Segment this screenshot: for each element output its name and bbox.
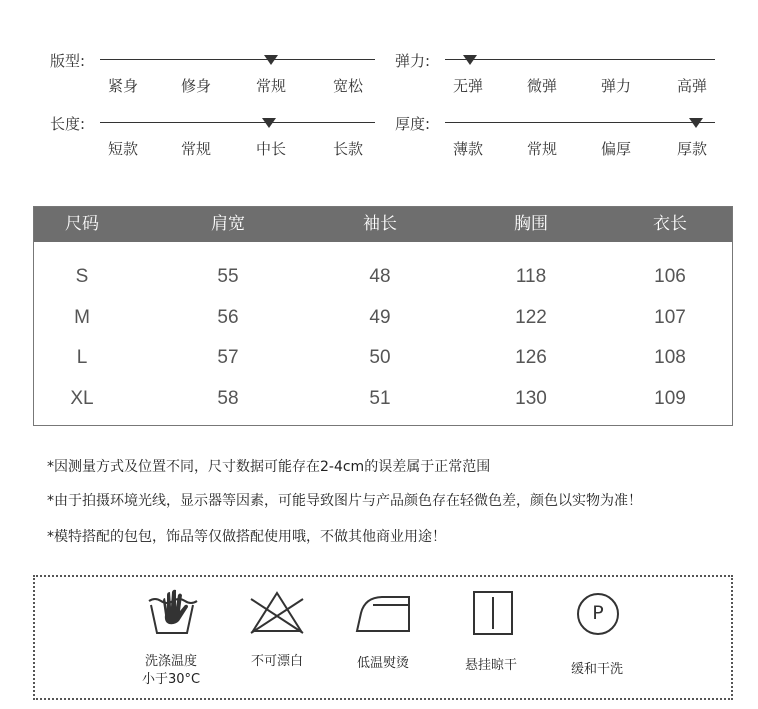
elasticity-option: 高弹: [676, 77, 708, 95]
cell-chest: 122: [515, 307, 547, 328]
length-marker: [262, 118, 276, 128]
thickness-scale-line: [445, 122, 715, 123]
fit-marker: [264, 55, 278, 65]
care-label-wash-line2: 小于30°C: [141, 672, 201, 687]
care-instructions-box: [33, 575, 733, 700]
hang-dry-icon: [471, 589, 515, 637]
no-bleach-icon: [249, 589, 305, 635]
header-shoulder: 肩宽: [211, 214, 245, 234]
care-label-dry: 悬挂晾干: [464, 658, 518, 673]
cell-length: 108: [654, 347, 686, 368]
thickness-option: 常规: [526, 140, 558, 158]
thickness-option: 厚款: [676, 140, 708, 158]
cell-sleeve: 48: [369, 266, 391, 287]
care-label-wash-line1: 洗涤温度: [144, 654, 197, 669]
elasticity-scale: [395, 50, 725, 100]
care-label-iron: 低温熨烫: [356, 656, 410, 671]
elasticity-scale-line: [445, 59, 715, 60]
note-measurement: *因测量方式及位置不同，尺寸数据可能存在2-4cm的误差属于正常范围: [47, 459, 491, 475]
cell-shoulder: 57: [217, 347, 239, 368]
care-label-dry-clean: 缓和干洗: [570, 662, 624, 677]
cell-shoulder: 56: [217, 307, 239, 328]
fit-scale-line: [100, 59, 375, 60]
care-label-bleach: 不可漂白: [250, 654, 304, 669]
cell-chest: 130: [515, 388, 547, 409]
length-scale: [50, 113, 380, 163]
elasticity-option: 弹力: [600, 77, 632, 95]
cell-chest: 126: [515, 347, 547, 368]
fit-option: 紧身: [107, 77, 139, 95]
thickness-option: 偏厚: [600, 140, 632, 158]
fit-label: 版型:: [50, 52, 86, 70]
cell-shoulder: 58: [217, 388, 239, 409]
size-table-header: [34, 207, 732, 242]
fit-option: 修身: [180, 77, 212, 95]
note-accessories: *模特搭配的包包，饰品等仅做搭配使用哦，不做其他商业用途！: [47, 529, 446, 545]
fit-option: 宽松: [332, 77, 364, 95]
fit-option: 常规: [255, 77, 287, 95]
cell-size: L: [76, 347, 88, 368]
length-option: 长款: [332, 140, 364, 158]
cell-shoulder: 55: [217, 266, 239, 287]
cell-sleeve: 49: [369, 307, 391, 328]
cell-size: S: [75, 266, 89, 287]
header-chest: 胸围: [514, 214, 548, 234]
fit-scale: [50, 50, 380, 100]
cell-sleeve: 51: [369, 388, 391, 409]
elasticity-marker: [463, 55, 477, 65]
thickness-label: 厚度:: [395, 115, 431, 133]
cell-size: M: [74, 307, 90, 328]
elasticity-label: 弹力:: [395, 52, 431, 70]
cell-sleeve: 50: [369, 347, 391, 368]
low-iron-icon: [353, 591, 413, 635]
elasticity-option: 无弹: [452, 77, 484, 95]
cell-length: 107: [654, 307, 686, 328]
hand-wash-icon: [145, 587, 199, 637]
size-table: [33, 206, 733, 426]
thickness-option: 薄款: [452, 140, 484, 158]
cell-chest: 118: [515, 266, 547, 287]
header-length: 衣长: [653, 214, 687, 234]
elasticity-option: 微弹: [526, 77, 558, 95]
length-option: 常规: [180, 140, 212, 158]
length-option: 中长: [255, 140, 287, 158]
dry-clean-symbol: P: [592, 602, 604, 624]
care-label-wash: [142, 653, 200, 689]
thickness-marker: [689, 118, 703, 128]
cell-size: XL: [70, 388, 94, 409]
cell-length: 106: [654, 266, 686, 287]
cell-length: 109: [654, 388, 686, 409]
note-color-difference: *由于拍摄环境光线，显示器等因素，可能导致图片与产品颜色存在轻微色差，颜色以实物为准！: [47, 493, 642, 509]
header-sleeve: 袖长: [363, 214, 397, 234]
thickness-scale: [395, 113, 725, 163]
length-label: 长度:: [50, 115, 86, 133]
length-scale-line: [100, 122, 375, 123]
header-size: 尺码: [65, 214, 99, 234]
length-option: 短款: [107, 140, 139, 158]
